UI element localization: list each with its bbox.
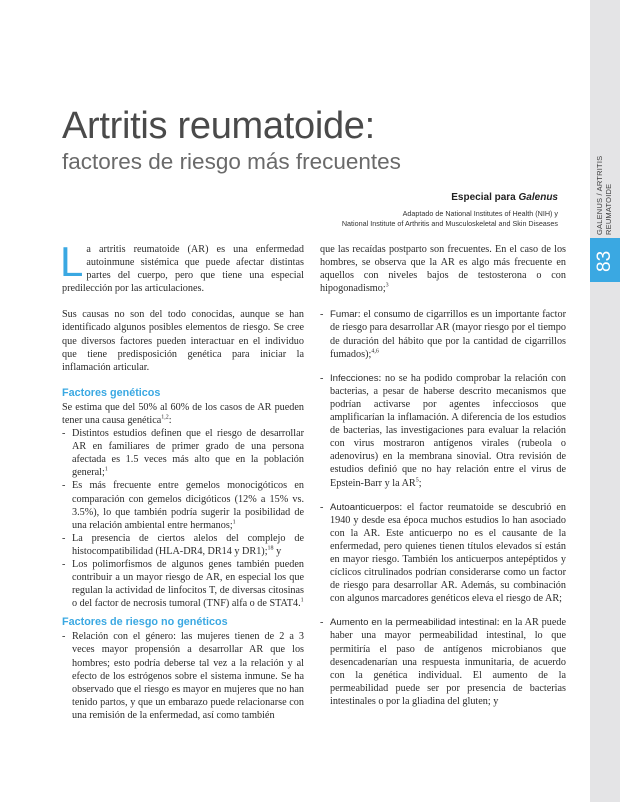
item-keyword: Aumento en la permeabilidad intestinal <box>330 617 497 629</box>
list-item-text: Los polimorfismos de algunos genes también pueden contribuir a un mayor riesgo de AR, en especial los que regulan la actividad de linfocitos T, de diversas citosinas o del factor de necrosis tumoral (TNF) alfa o de STAT4. <box>72 558 304 610</box>
item-text: : el consumo de cigarrillos es un importante factor de riesgo para desarrollar AR (mayor riesgo por el tiempo de duración del hábito que por la cantidad de cigarrillos fumados); <box>330 309 566 360</box>
item-end: ; <box>418 477 422 489</box>
item-keyword: Autoanticuerpos <box>330 501 400 513</box>
page-title: Artritis reumatoide: <box>62 105 375 147</box>
genetic-intro <box>62 401 304 427</box>
list-item <box>62 479 304 531</box>
genetic-intro-end: : <box>168 414 172 426</box>
citation: 1 <box>104 466 108 473</box>
list-item <box>320 372 566 490</box>
heading-nongenetic-factors: Factores de riesgo no genéticos <box>62 616 228 629</box>
citation: 18 <box>267 545 274 552</box>
list-dash: - <box>320 309 324 321</box>
list-item <box>62 427 304 479</box>
source-note-line: Adaptado de National Institutes of Health (NIH) y <box>402 209 558 218</box>
intro-paragraph <box>60 238 304 295</box>
credit-name: Galenus <box>518 192 558 203</box>
causes-paragraph: Sus causas no son del todo conocidas, aunque se han identificado algunos posibles elementos de riesgo. Se cree que diversos factores pueden interactuar en el individuo que tiene predisposición genética para iniciar la inflamación articular. <box>62 309 304 373</box>
list-item <box>320 308 566 360</box>
item-text: : el factor reumatoide se descubrió en 1940 y desde esa época muchos estudios lo han asociado con la AR. Este anticuerpo no es el causante de la enfermedad, pero quienes tienen títulos elevados sí están en mayor riesgo. También los anticuerpos antepéptidos y cíclicos citrulinados podrían considerarse como un factor de riesgo para desarrollar AR. Además, su combinación con algunos marcadores genéticos eleva el riesgo de AR; <box>330 501 566 605</box>
list-dash: - <box>320 501 324 513</box>
list-item-text: La presencia de ciertos alelos del complejo de histocompatibilidad (HLA-DR4, DR14 y DR1); <box>72 532 304 557</box>
list-item <box>62 630 304 722</box>
citation: 1 <box>232 519 236 526</box>
citation: 3 <box>385 282 389 289</box>
source-note <box>342 209 558 229</box>
intro-text: a artritis reumatoide (AR) es una enfermedad autoinmune sistémica que puede afectar distintas partes del cuerpo, pero que tiene una especial predilección por las articulaciones. <box>62 244 304 295</box>
list-item-end: y <box>273 545 282 557</box>
list-item <box>320 501 566 606</box>
item-keyword: Infecciones <box>330 372 379 384</box>
list-dash: - <box>320 617 324 629</box>
list-dash: - <box>320 372 324 384</box>
citation: 5 <box>415 477 419 484</box>
citation: 1 <box>300 597 304 604</box>
list-item-text: Es más frecuente entre gemelos monocigóticos en comparación con gemelos dicigóticos (12% a 15% vs. 3.5%), lo que también podría sugerir la posibilidad de una relación ambiental entre hermanos; <box>72 480 304 531</box>
citation: 4,6 <box>371 348 379 355</box>
genetic-factors-list <box>62 427 304 610</box>
citation: 1,2 <box>161 414 169 421</box>
list-item <box>62 558 304 610</box>
credit-prefix: Especial para <box>451 192 519 203</box>
gender-text: Relación con el género: las mujeres tienen de 2 a 3 veces mayor propensión a desarrollar AR que los hombres; esto podría deberse tal vez a la relación y al efecto de los estrógenos sobre el sistema inmune. Se ha observado que el riesgo es mayor en mujeres que no han tenido partos, y que un embarazo puede relacionarse con una remisión de la enfermedad, así como también <box>72 631 304 721</box>
list-item <box>320 616 566 708</box>
list-item <box>62 532 304 558</box>
article-column-right <box>320 243 566 719</box>
item-text: : en la AR puede haber una mayor permeabilidad intestinal, lo que permitiría el paso de antígenos microbianos que desencadenarían una respuesta inmunitaria, de acuerdo con la genética individual. El aumento de la permeabilidad puede ser por presencia de bacterias intestinales o por la gliadina del gluten; y <box>330 617 566 707</box>
source-note-line: National Institute of Arthritis and Musculoskeletal and Skin Diseases <box>341 219 558 228</box>
sidebar-section-label: GALENUS / ARTRITIS REUMATOIDE <box>595 155 613 235</box>
item-keyword: Fumar <box>330 309 358 321</box>
page-subtitle: factores de riesgo más frecuentes <box>62 149 401 174</box>
list-dash: - <box>62 631 66 643</box>
heading-genetic-factors: Factores genéticos <box>62 386 161 399</box>
page-number: 83 <box>594 250 615 272</box>
author-credit <box>451 192 558 203</box>
continuation-text: que las recaídas postparto son frecuentes. En el caso de los hombres, se observa que la AR es algo más frecuente en aquellos con niveles bajos de testosterona o con hipogonadismo; <box>320 244 566 295</box>
item-text: : no se ha podido comprobar la relación con bacterias, a pesar de haberse descrito mecanismos que podrían activarse por agentes infecciosos que amplificarían la inflamación. A diferencia de los estudios de bacterias, las investigaciones para evaluar la relación con virus mostraron antígenos virales (rubeola o adenovirus) en la membrana sinovial. Otra revisión de estudios definió que no hay relación entre el virus de Epstein-Barr y la AR <box>330 372 566 489</box>
list-item-text: Distintos estudios definen que el riesgo de desarrollar AR en familiares de primer grado de una persona afectada es 1.5 veces más alto que en la población general; <box>72 428 304 479</box>
continuation-paragraph <box>320 243 566 295</box>
drop-cap: L <box>60 238 84 285</box>
article-column-left <box>60 238 304 733</box>
genetic-intro-text: Se estima que del 50% al 60% de los casos de AR pueden tener una causa genética <box>62 401 304 426</box>
